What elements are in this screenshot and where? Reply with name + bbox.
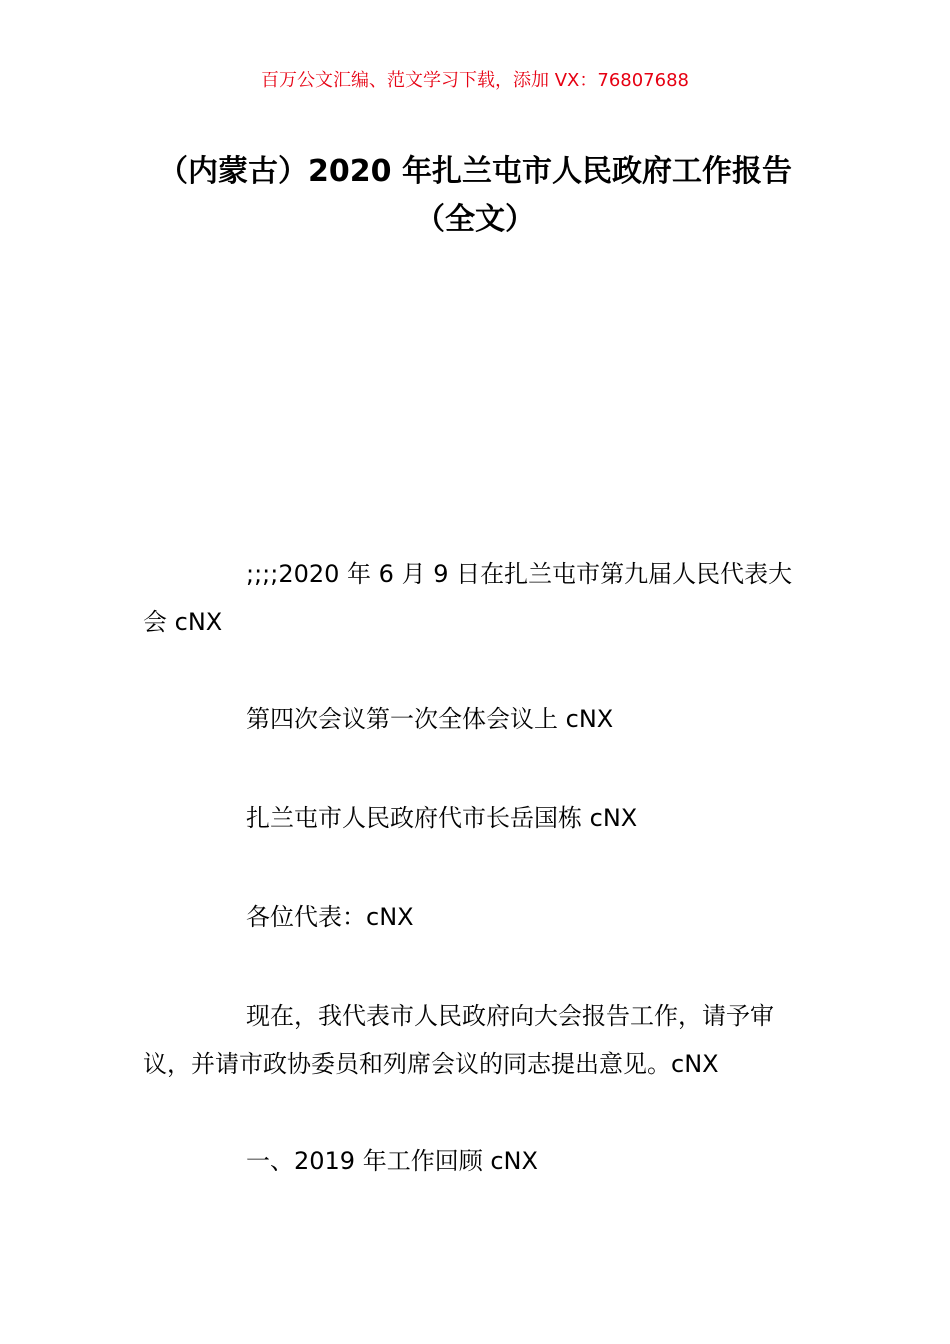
document-body [143, 550, 808, 1236]
paragraph-intro: 现在，我代表市人民政府向大会报告工作，请予审议，并请市政协委员和列席会议的同志提出意见。cNX [143, 1002, 774, 1078]
paragraph-speaker: 扎兰屯市人民政府代市长岳国栋 cNX [246, 804, 638, 832]
section-heading-review: 一、2019 年工作回顾 cNX [246, 1147, 538, 1175]
paragraph-session: 第四次会议第一次全体会议上 cNX [246, 705, 614, 733]
paragraph-salutation: 各位代表：cNX [246, 903, 414, 931]
paragraph-meeting-date: ;;;;2020 年 6 月 9 日在扎兰屯市第九届人民代表大会 cNX [143, 560, 793, 636]
header-promo-note: 百万公文汇编、范文学习下载，添加 VX：76807688 [261, 70, 689, 91]
document-title: （内蒙古）2020 年扎兰屯市人民政府工作报告（全文） [158, 154, 792, 237]
